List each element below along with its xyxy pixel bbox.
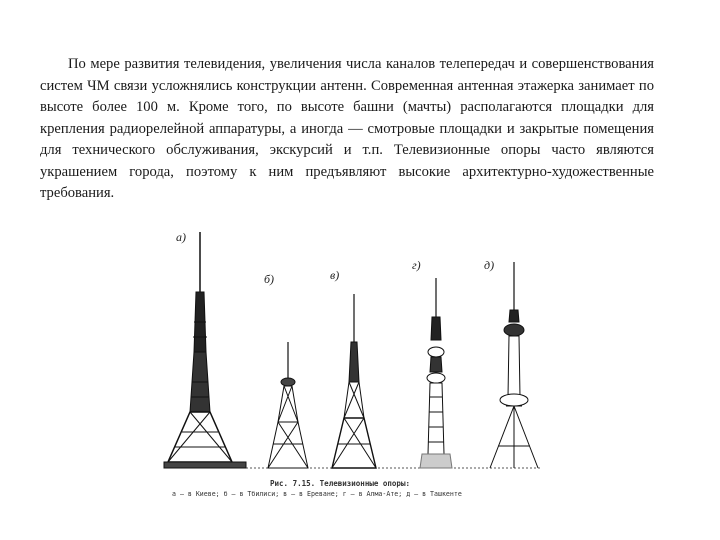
label-d: д) (484, 258, 495, 272)
tower-g-drawing (420, 278, 452, 468)
figure-caption-title: Рис. 7.15. Телевизионные опоры: (270, 479, 410, 488)
tower-b-drawing (268, 342, 308, 468)
tv-towers-figure (160, 222, 560, 502)
tower-a-drawing (164, 232, 246, 468)
label-g: г) (412, 258, 421, 272)
tower-v-drawing (332, 294, 376, 468)
body-paragraph: По мере развития телевидения, увеличения числа каналов телепередач и совершенствования систем ЧМ связи усложнялись конструкции антенн. Современная антенная этажерка занимает по высоте более 100 м. Кроме того, по высоте башни (мачты) располагаются площадки для крепления радиорелейной аппаратуры, а иногда — смотровые площадки и закрытые помещения для технического обслуживания, экскурсий и т.п. Телевизионные опоры часто являются украшением города, поэтому к ним предъявляют высокие архитектурно-художественные требования. (40, 56, 654, 201)
label-a: а) (176, 230, 186, 244)
tower-d-drawing (490, 262, 538, 468)
label-b: б) (264, 272, 275, 286)
towers-illustration (160, 222, 560, 502)
figure-caption-legend: а — в Киеве; б — в Тбилиси; в — в Ереване; г — в Алма-Ате; д — в Ташкенте (172, 490, 462, 498)
label-v: в) (330, 268, 340, 282)
